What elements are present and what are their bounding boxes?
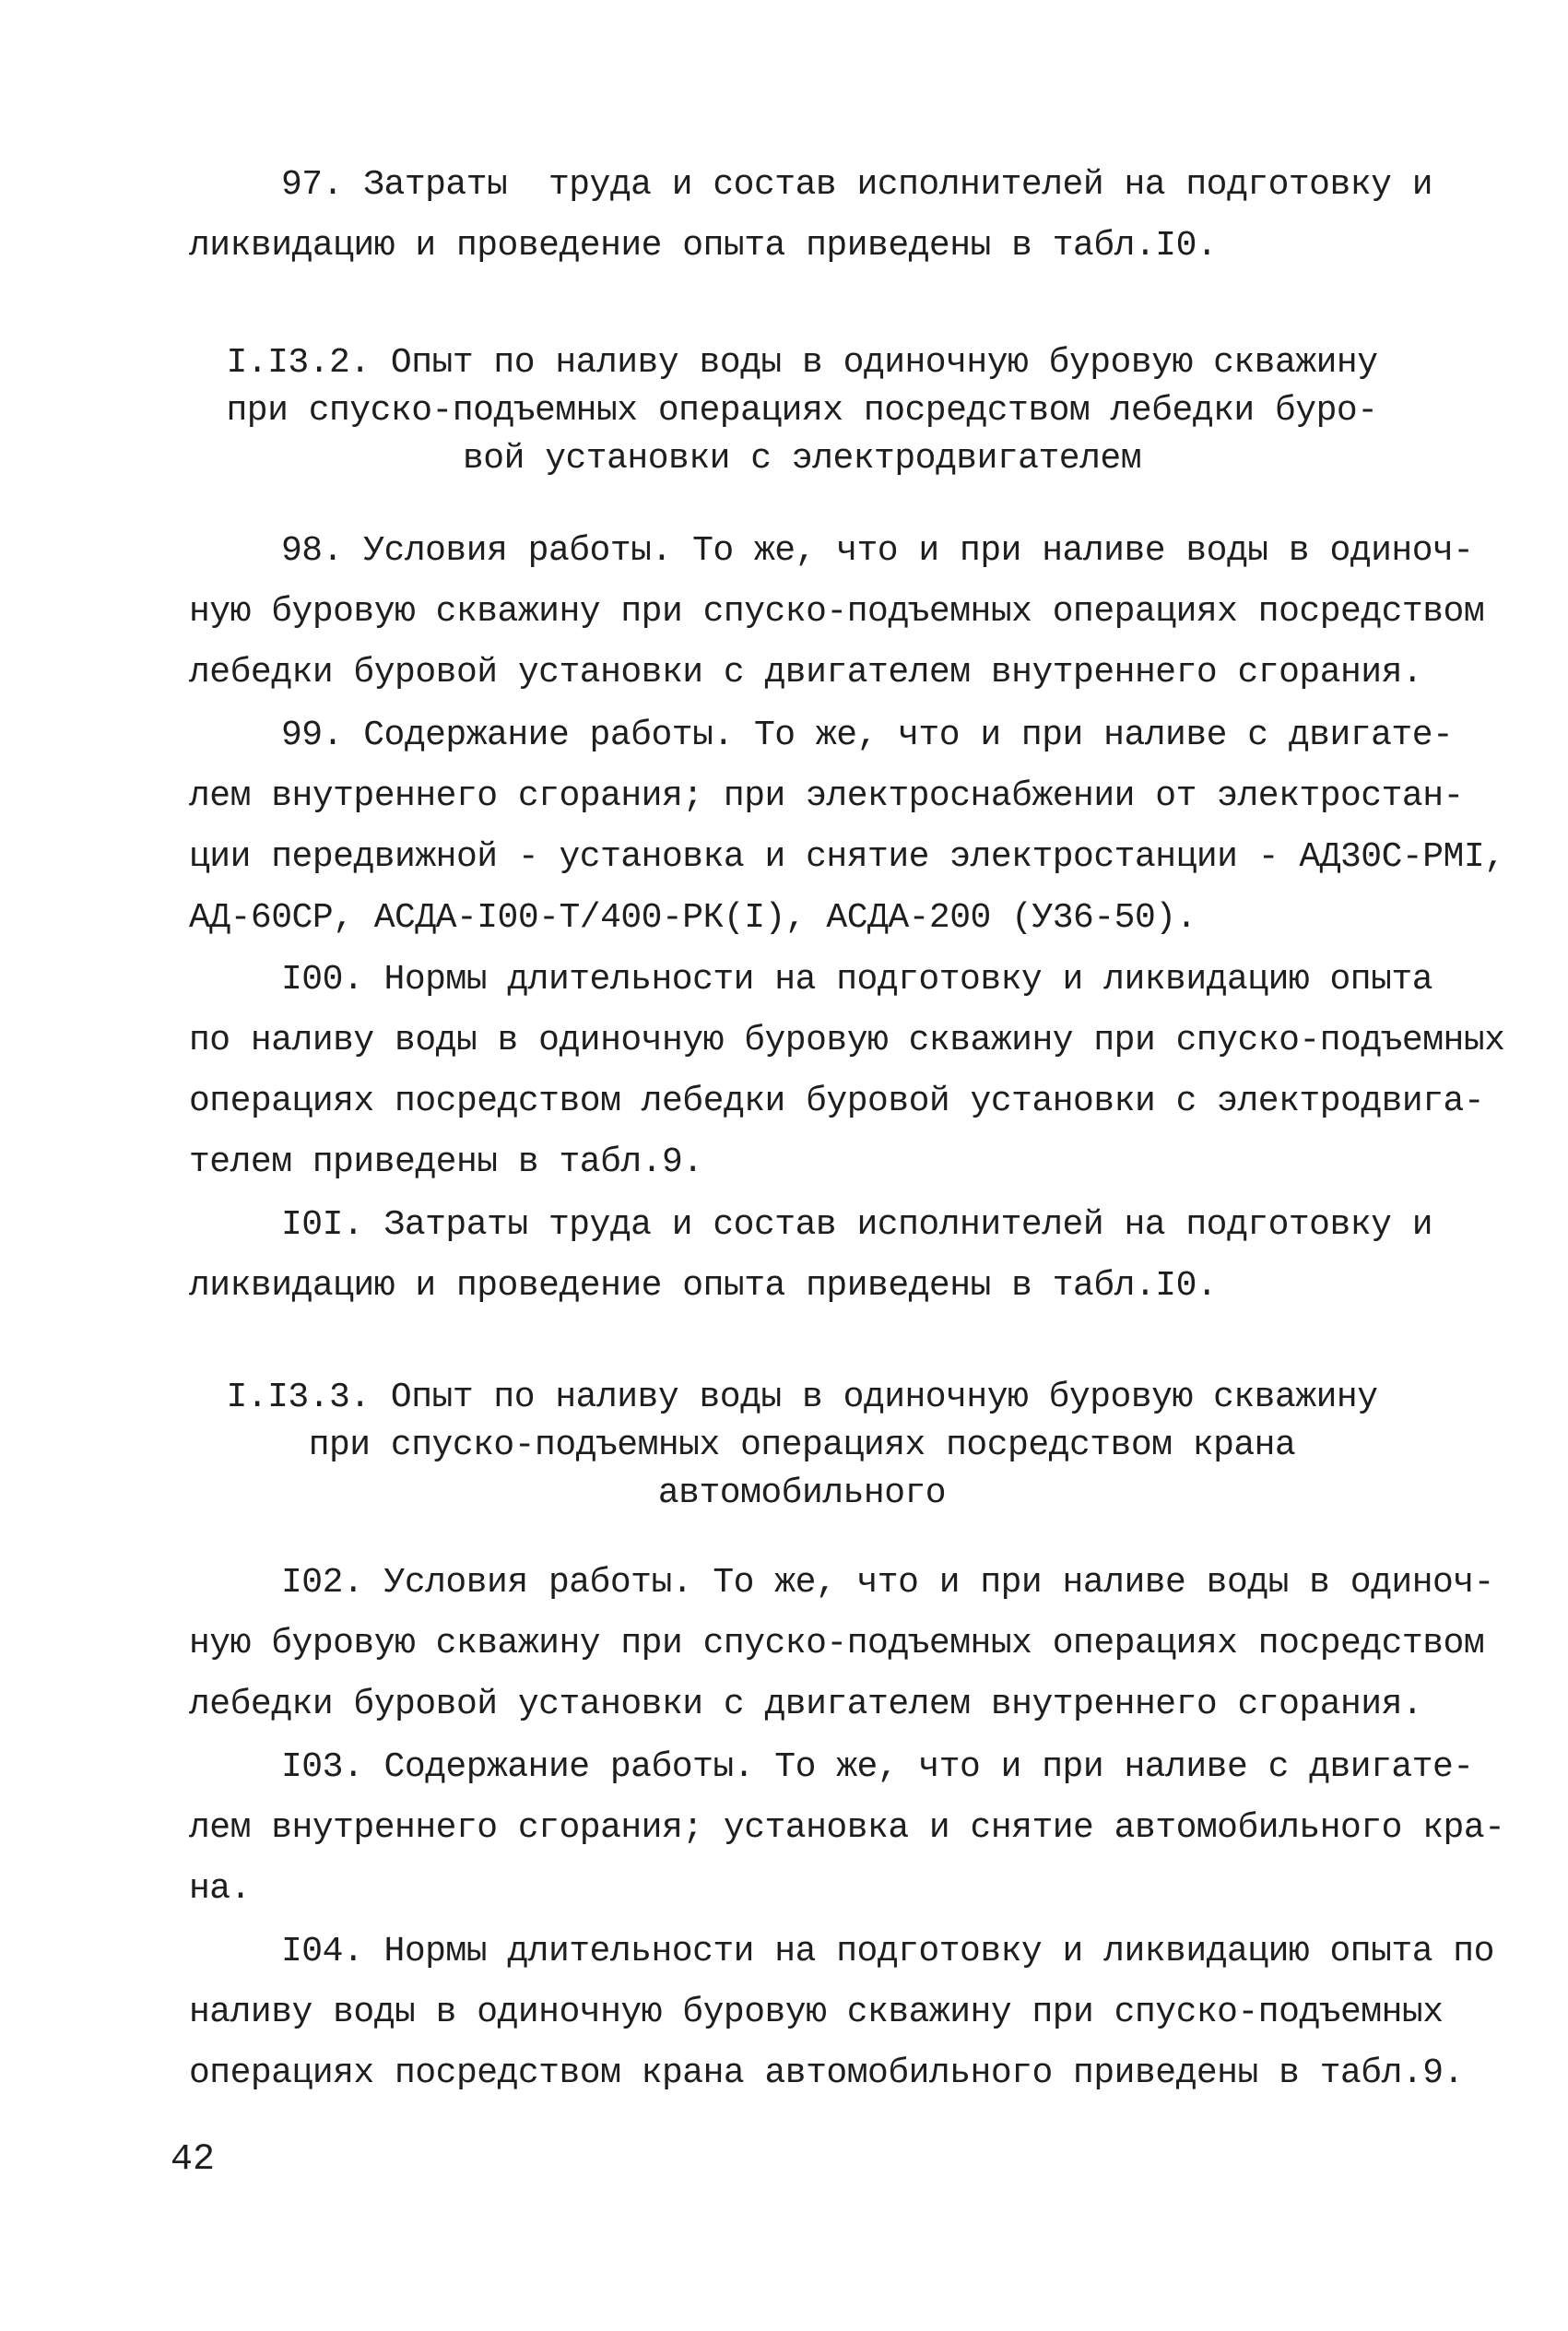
section-heading-1-13-3 (189, 1374, 1415, 1518)
paragraph-line: 98. Условия работы. То же, что и при наливе воды в одиноч- (281, 531, 1474, 571)
paragraph-99 (189, 705, 1505, 949)
paragraph-104 (189, 1922, 1494, 2104)
paragraph-line: АД-60СР, АСДА-I00-Т/400-РК(I), АСДА-200 (У36-50). (189, 898, 1197, 938)
paragraph-100 (189, 950, 1505, 1193)
paragraph-line: телем приведены в табл.9. (189, 1142, 703, 1182)
heading-line: при спуско-подъемных операциях посредством лебедки буро- (226, 391, 1378, 431)
paragraph-line: I0I. Затраты труда и состав исполнителей на подготовку и (281, 1205, 1433, 1245)
paragraph-line: операциях посредством крана автомобильного приведены в табл.9. (189, 2053, 1464, 2093)
heading-line: I.I3.2. Опыт по наливу воды в одиночную буровую скважину (226, 343, 1378, 383)
paragraph-line: по наливу воды в одиночную буровую скважину при спуско-подъемных (189, 1021, 1505, 1060)
paragraph-line: операциях посредством лебедки буровой установки с электродвига- (189, 1082, 1485, 1121)
paragraph-line: лебедки буровой установки с двигателем внутреннего сгорания. (189, 1685, 1423, 1724)
paragraph-line: лем внутреннего сгорания; установка и снятие автомобильного кра- (189, 1808, 1505, 1848)
paragraph-102 (189, 1553, 1494, 1735)
heading-line: при спуско-подъемных операциях посредством крана (308, 1426, 1296, 1465)
heading-line: автомобильного (657, 1473, 947, 1513)
paragraph-line: I00. Нормы длительности на подготовку и ликвидацию опыта (281, 960, 1433, 1000)
paragraph-103 (189, 1737, 1505, 1920)
page-number: 42 (171, 2139, 216, 2181)
paragraph-line: ции передвижной - установка и снятие электростанции - АД30С-РМI, (189, 837, 1505, 877)
paragraph-line: 99. Содержание работы. То же, что и при наливе с двигате- (281, 716, 1454, 755)
section-heading-1-13-2 (189, 339, 1415, 483)
paragraph-line: наливу воды в одиночную буровую скважину при спуско-подъемных (189, 1993, 1444, 2032)
paragraph-97 (189, 155, 1433, 277)
paragraph-101 (189, 1195, 1433, 1317)
paragraph-line: I03. Содержание работы. То же, что и при наливе с двигате- (281, 1747, 1474, 1787)
paragraph-line: I02. Условия работы. То же, что и при наливе воды в одиноч- (281, 1563, 1494, 1603)
paragraph-line: лем внутреннего сгорания; при электроснабжении от электростан- (189, 776, 1464, 816)
paragraph-line: на. (189, 1869, 251, 1909)
paragraph-line: ную буровую скважину при спуско-подъемных операциях посредством (189, 1624, 1485, 1663)
heading-line: вой установки с электродвигателем (462, 439, 1142, 479)
heading-line: I.I3.3. Опыт по наливу воды в одиночную буровую скважину (226, 1378, 1378, 1417)
paragraph-line: 97. Затраты труда и состав исполнителей на подготовку и (281, 165, 1433, 205)
paragraph-98 (189, 521, 1485, 704)
paragraph-line: ликвидацию и проведение опыта приведены в табл.I0. (189, 1266, 1218, 1306)
paragraph-line: ликвидацию и проведение опыта приведены в табл.I0. (189, 226, 1218, 266)
paragraph-line: лебедки буровой установки с двигателем внутреннего сгорания. (189, 653, 1423, 692)
paragraph-line: I04. Нормы длительности на подготовку и ликвидацию опыта по (281, 1932, 1494, 1971)
paragraph-line: ную буровую скважину при спуско-подъемных операциях посредством (189, 592, 1485, 632)
